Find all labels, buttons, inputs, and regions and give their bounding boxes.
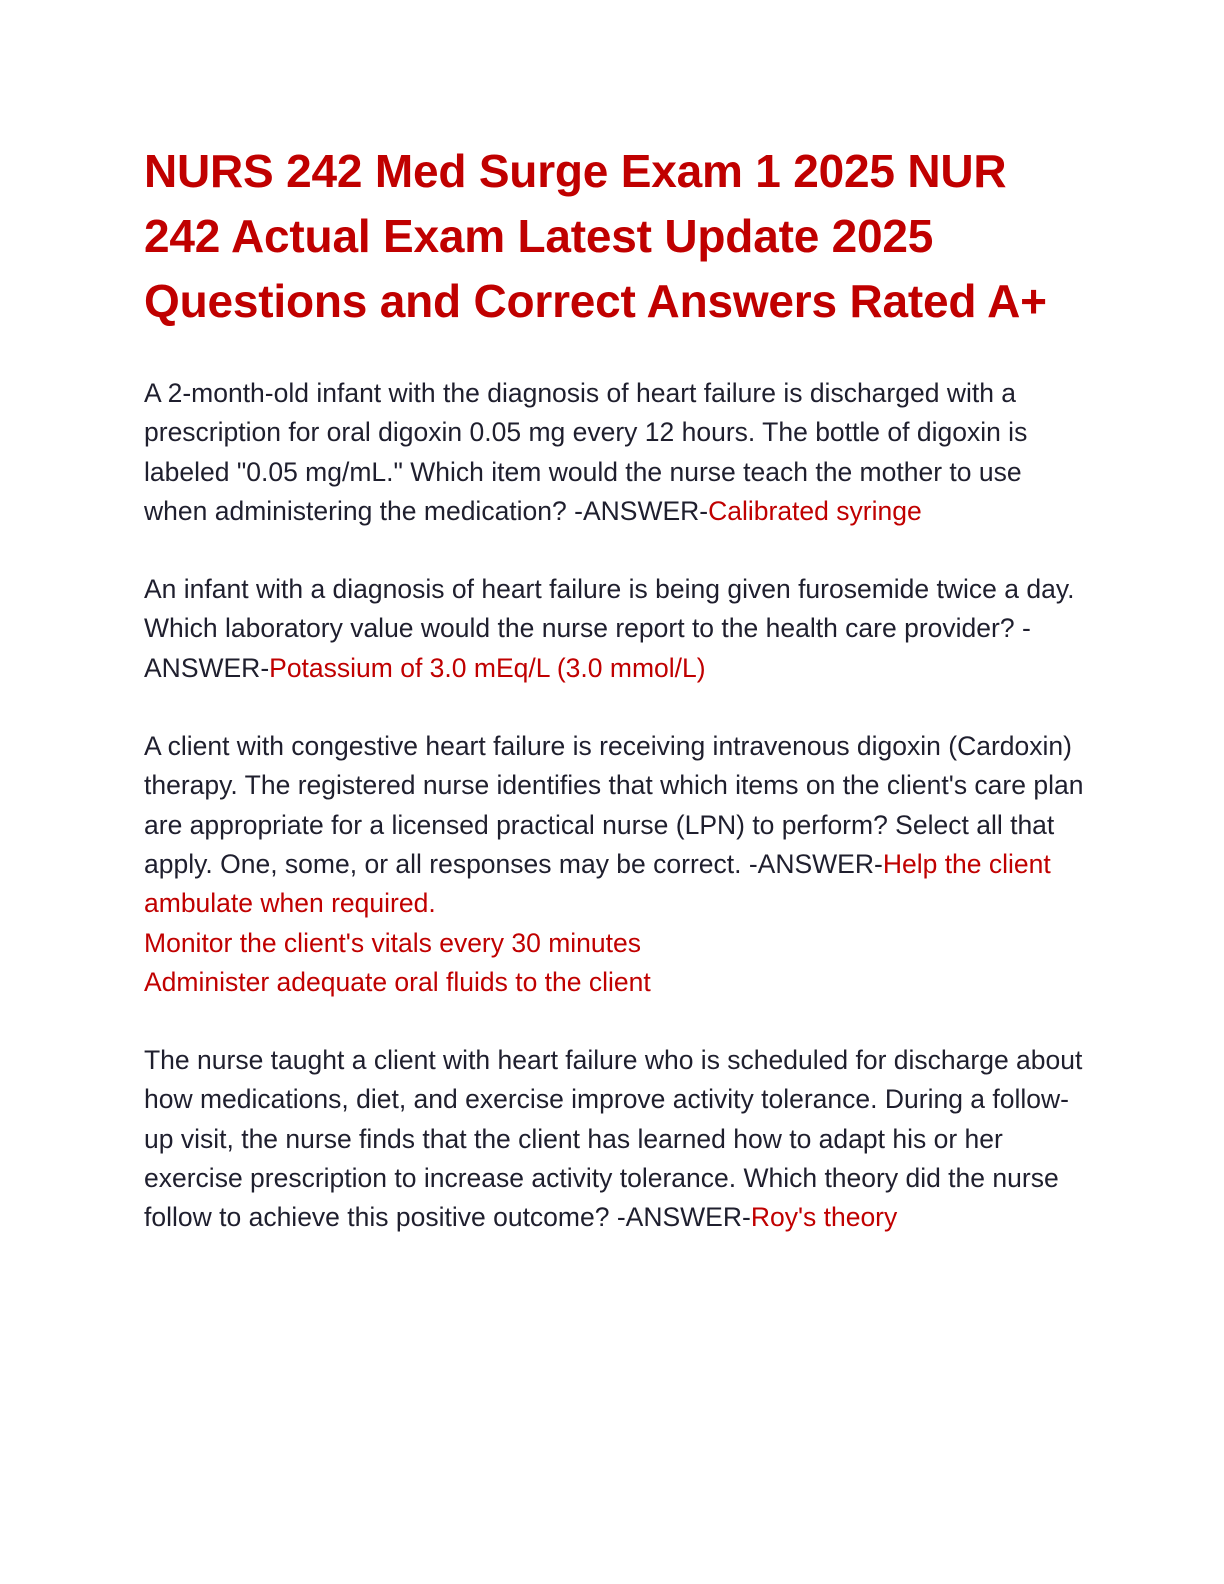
- question-text: An infant with a diagnosis of heart failure is being given furosemide twice a day. Which laboratory value would the nurse report to the health care provider?: [144, 574, 1075, 644]
- answer-marker: -ANSWER-: [574, 495, 709, 526]
- document-page: [144, 139, 1084, 1238]
- answer-text: Help the client ambulate when required. Monitor the client's vitals every 30 minutes Administer adequate oral fluids to the client: [144, 848, 1051, 997]
- answer-text: Roy's theory: [750, 1202, 898, 1233]
- question-block: [144, 1041, 1084, 1237]
- question-text: A client with congestive heart failure is receiving intravenous digoxin (Cardoxin) therapy. The registered nurse identifies that which items on the client's care plan are appropriate for a licensed practical nurse (LPN) to perform? Select all that apply. One, some, or all responses may be correct.: [144, 731, 1084, 879]
- answer-marker: -ANSWER-: [748, 848, 883, 879]
- document-title: NURS 242 Med Surge Exam 1 2025 NUR 242 Actual Exam Latest Update 2025 Questions and Correct Answers Rated A+: [144, 145, 1047, 327]
- answer-text: Calibrated syringe: [708, 495, 922, 526]
- question-text: A 2-month-old infant with the diagnosis of heart failure is discharged with a prescription for oral digoxin 0.05 mg every 12 hours. The bottle of digoxin is labeled "0.05 mg/mL." Which item would the nurse teach the mother to use when administering the medication?: [144, 378, 1028, 526]
- answer-marker: -ANSWER-: [616, 1202, 751, 1233]
- question-block: [144, 374, 1084, 531]
- question-block: [144, 727, 1084, 1002]
- question-text: The nurse taught a client with heart failure who is scheduled for discharge about how medications, diet, and exercise improve activity tolerance. During a follow-up visit, the nurse finds that the client has learned how to adapt his or her exercise prescription to increase activity tolerance. Which theory did the nurse follow to achieve this positive outcome?: [144, 1045, 1083, 1233]
- question-block: [144, 570, 1084, 688]
- answer-text: Potassium of 3.0 mEq/L (3.0 mmol/L): [269, 652, 706, 683]
- answer-marker: -ANSWER-: [144, 613, 1031, 683]
